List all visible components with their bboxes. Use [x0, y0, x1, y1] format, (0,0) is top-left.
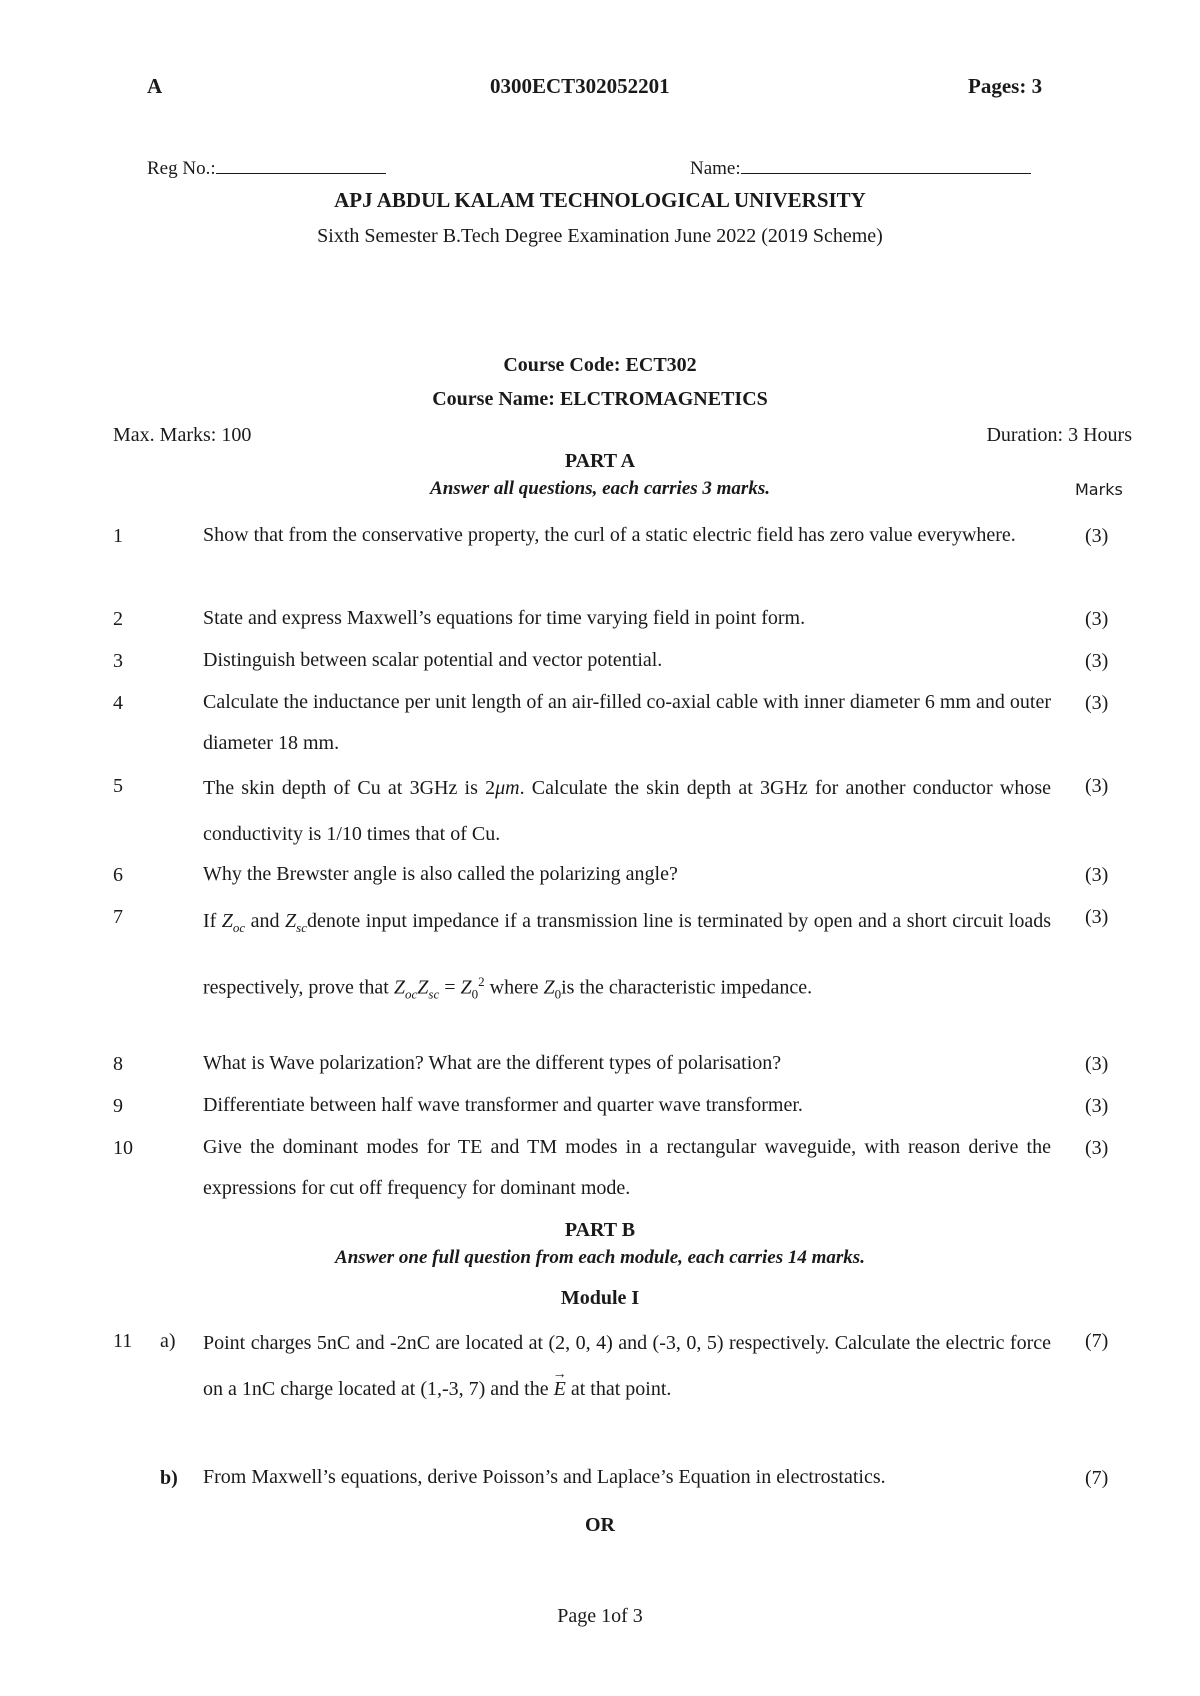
question-text: Why the Brewster angle is also called the polarizing angle? [203, 863, 678, 885]
part-b-instruction: Answer one full question from each module, each carries 14 marks. [335, 1247, 865, 1268]
question-marks: (3) [1085, 608, 1109, 630]
question-number: 6 [113, 864, 123, 886]
zero-sub: 0 [554, 986, 562, 1002]
exam-title: Sixth Semester B.Tech Degree Examination June 2022 (2019 Scheme) [317, 225, 883, 247]
question-marks: (3) [1085, 1095, 1109, 1117]
square-sup: 2 [478, 974, 485, 989]
question-text-part: If [203, 910, 222, 932]
question-number: 8 [113, 1053, 123, 1075]
name-field [690, 153, 1031, 180]
or-divider: OR [585, 1514, 615, 1536]
part-b-title: PART B [564, 1219, 636, 1241]
question-text-part: is the characteristic impedance. [561, 976, 813, 999]
z-var: Z [543, 976, 555, 999]
question-text [203, 765, 1051, 857]
vector-symbol: E [553, 1378, 566, 1400]
question-text: Give the dominant modes for TE and TM modes in a rectangular waveguide, with reason derive the expressions for cut off frequency for dominant mode. [203, 1136, 1051, 1199]
equals-sign: = [439, 976, 461, 999]
module-title: Module I [560, 1287, 640, 1309]
question-marks: (3) [1085, 1137, 1109, 1159]
question-marks: (3) [1085, 906, 1109, 928]
set-code: A [147, 74, 163, 98]
university-title: APJ ABDUL KALAM TECHNOLOGICAL UNIVERSITY [334, 188, 866, 212]
question-text: Distinguish between scalar potential and vector potential. [203, 649, 663, 671]
question-number: 2 [113, 608, 123, 630]
oc-sub: oc [404, 986, 418, 1002]
part-a-instruction: Answer all questions, each carries 3 marks. [430, 478, 770, 499]
max-marks: Max. Marks: 100 [113, 424, 252, 446]
course-code: Course Code: ECT302 [503, 354, 697, 376]
question-number: 1 [113, 525, 123, 547]
question-text-part: denote input impedance if a transmission line is terminated by open and a short circuit loads respectively, prove that [203, 910, 1051, 999]
question-marks: (3) [1085, 1053, 1109, 1075]
oc-sub: oc [232, 920, 246, 935]
question-number: 5 [113, 775, 123, 797]
question-number: 4 [113, 692, 123, 714]
sc-sub: sc [296, 920, 307, 935]
reg-no-label: Reg No.: [147, 158, 216, 179]
z-var: Z [221, 910, 233, 932]
question-number: 10 [113, 1137, 133, 1159]
sub-question-label: a) [160, 1330, 176, 1352]
question-marks: (3) [1085, 775, 1109, 797]
question-marks: (3) [1085, 650, 1109, 672]
e-field-vector [554, 1366, 566, 1412]
question-text: What is Wave polarization? What are the different types of polarisation? [203, 1052, 782, 1074]
sc-sub: sc [428, 986, 440, 1002]
question-text: Calculate the inductance per unit length of an air-filled co-axial cable with inner diameter 6 mm and outer diameter 18 mm. [203, 691, 1051, 754]
course-name: Course Name: ELCTROMAGNETICS [432, 388, 768, 410]
part-a-title: PART A [564, 450, 636, 472]
question-marks: (7) [1085, 1330, 1109, 1352]
question-text [203, 1320, 1051, 1412]
question-text-part: . Calculate the skin depth at 3GHz for another conductor whose conductivity is 1/10 times that of Cu. [203, 777, 1051, 845]
z-var: Z [417, 976, 429, 999]
question-number: 9 [113, 1095, 123, 1117]
paper-code: 0300ECT302052201 [490, 74, 670, 98]
question-text [203, 894, 1051, 1022]
question-text-part: The skin depth of Cu at 3GHz is 2 [203, 777, 496, 799]
marks-column-header: Marks [1075, 480, 1123, 499]
z-var: Z [285, 910, 297, 932]
question-text: State and express Maxwell’s equations for time varying field in point form. [203, 607, 806, 629]
question-text-part: Point charges 5nC and -2nC are located at (2, 0, 4) and (-3, 0, 5) respectively. Calculate the electric force on a 1nC charge located at (1,-3, 7) and the [203, 1332, 1051, 1400]
micrometre-unit: μm [495, 777, 520, 799]
question-text-part: where [489, 976, 544, 999]
z-var: Z [393, 976, 405, 999]
sub-question-label: b) [160, 1467, 178, 1489]
question-marks: (3) [1085, 692, 1109, 714]
name-label: Name: [690, 158, 741, 179]
question-number: 11 [113, 1330, 133, 1352]
reg-no-field [147, 153, 386, 180]
z-var: Z [460, 976, 472, 999]
reg-no-blank [216, 153, 386, 174]
question-text: From Maxwell’s equations, derive Poisson’s and Laplace’s Equation in electrostatics. [203, 1466, 886, 1488]
question-marks: (7) [1085, 1467, 1109, 1489]
question-marks: (3) [1085, 864, 1109, 886]
question-text: Show that from the conservative property, the curl of a static electric field has zero value everywhere. [203, 524, 1016, 546]
duration: Duration: 3 Hours [986, 424, 1132, 446]
question-text-part: and [245, 910, 286, 932]
name-blank [741, 153, 1031, 174]
question-number: 7 [113, 906, 123, 928]
question-text: Differentiate between half wave transformer and quarter wave transformer. [203, 1094, 803, 1116]
page-count: Pages: 3 [968, 74, 1043, 98]
question-marks: (3) [1085, 525, 1109, 547]
question-number: 3 [113, 650, 123, 672]
question-text-part: at that point. [565, 1378, 672, 1400]
page-footer: Page 1of 3 [557, 1605, 643, 1627]
zero-sub: 0 [471, 986, 479, 1002]
vector-arrow-icon: → [552, 1367, 567, 1382]
